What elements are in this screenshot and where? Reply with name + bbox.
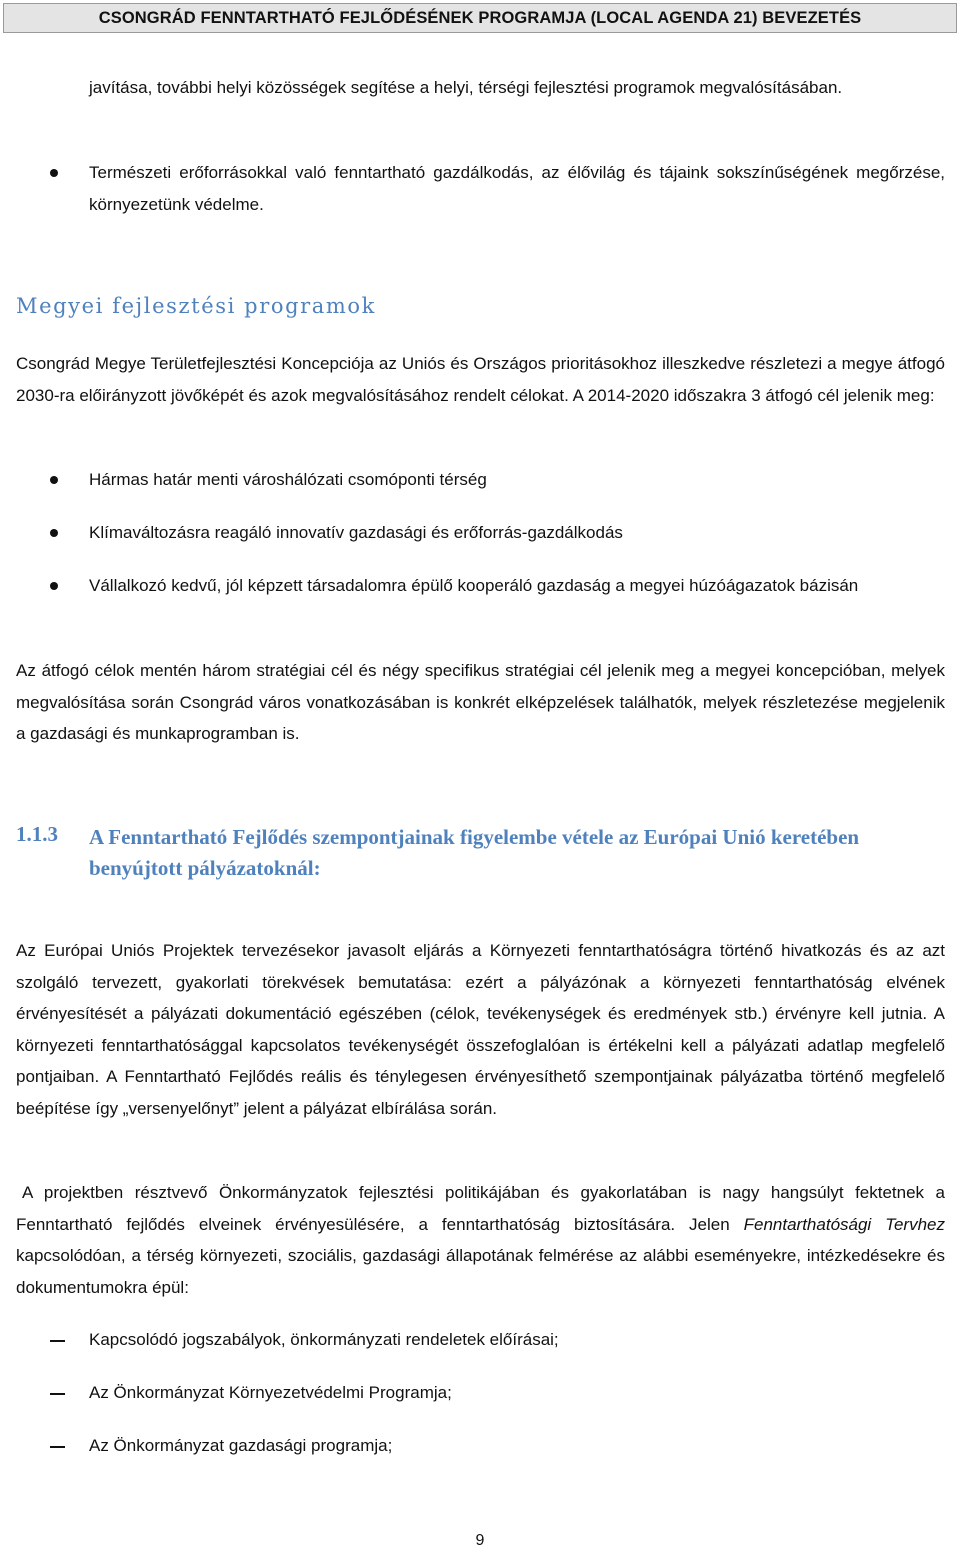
paragraph-text: kapcsolódóan, a térség környezeti, szociális, gazdasági állapotának felmérése az alábbi eseményekre, intézkedésekre és dokumentumokra épül: xyxy=(16,1246,945,1297)
list-item: Az Önkormányzat gazdasági programja; xyxy=(89,1436,393,1455)
running-header xyxy=(3,3,957,33)
dash-bullet-icon xyxy=(50,1393,65,1395)
paragraph-text: A projektben résztvevő Önkormányzatok fejlesztési politikájában és gyakorlatában is nagy hangsúlyt fektetnek a Fenntartható fejlődés elveinek érvényesülésére, a fenntarthatóság biztosítására. Jelen xyxy=(16,1183,945,1234)
goal-item: Klímaváltozásra reagáló innovatív gazdasági és erőforrás-gazdálkodás xyxy=(89,523,623,542)
bullet-icon xyxy=(50,169,58,177)
list-item: Az Önkormányzat Környezetvédelmi Programja; xyxy=(89,1383,452,1402)
goal-item: Hármas határ menti városhálózati csomóponti térség xyxy=(89,470,487,489)
bullet-icon xyxy=(50,476,58,484)
section-number: 1.1.3 xyxy=(16,822,58,846)
continued-bullet-text: javítása, további helyi közösségek segítése a helyi, térségi fejlesztési programok megvalósításában. xyxy=(89,78,843,97)
page-number: 9 xyxy=(475,1532,485,1549)
megyei-summary-paragraph: Az átfogó célok mentén három stratégiai cél és négy specifikus stratégiai cél jelenik meg a megyei koncepcióban, melyek megvalósítása során Csongrád város vonatkozásában is konkrét elképzelések találhatók, melyek részletezése megjelenik a gazdasági és munkaprogramban is. xyxy=(16,661,945,743)
section-title-megyei: Megyei fejlesztési programok xyxy=(16,294,376,318)
section-paragraph-1: Az Európai Uniós Projektek tervezésekor javasolt eljárás a Környezeti fenntarthatóságra történő hivatkozás és az azt szolgáló tervezett, gyakorlati törekvések bemutatása: ezért a pályázónak a környezeti fenntarthatóság elvének érvényesítését a pályázati dokumentáció egészében (célok, tevékenységek és eredmények stb.) érvényre kell jutnia. A környezeti fenntarthatósággal kapcsolatos tevékenységét összefoglalóan is értékelni kell a pályázati adatlap megfelelő pontjaiban. A Fenntartható Fejlődés reális és ténylegesen érvényesíthető szempontjainak pályázatba történő megfelelő beépítése így „versenyelőnyt” jelent a pályázat elbírálása során. xyxy=(16,941,945,1118)
megyei-intro-paragraph: Csongrád Megye Területfejlesztési Koncepciója az Uniós és Országos prioritásokhoz illeszkedve részletezi a megye átfogó 2030-ra előirányzott jövőképét és azok megvalósításához rendelt célokat. A 2014-2020 időszakra 3 átfogó cél jelenik meg: xyxy=(16,354,945,405)
bullet-nature-text: Természeti erőforrásokkal való fenntartható gazdálkodás, az élővilág és tájaink sokszínűségének megőrzése, környezetünk védelme. xyxy=(89,163,945,214)
section-heading: A Fenntartható Fejlődés szempontjainak figyelembe vétele az Európai Unió keretében benyújtott pályázatoknál: xyxy=(89,825,860,880)
header-title: CSONGRÁD FENNTARTHATÓ FEJLŐDÉSÉNEK PROGRAMJA (LOCAL AGENDA 21) BEVEZETÉS xyxy=(98,8,862,27)
bullet-icon xyxy=(50,582,58,590)
dash-bullet-icon xyxy=(50,1446,65,1448)
section-paragraph-2 xyxy=(16,1177,945,1303)
goal-item: Vállalkozó kedvű, jól képzett társadalomra épülő kooperáló gazdaság a megyei húzóágazatok bázisán xyxy=(89,576,859,595)
dash-bullet-icon xyxy=(50,1340,65,1342)
plan-title-italic: Fenntarthatósági Tervhez xyxy=(743,1214,945,1234)
list-item: Kapcsolódó jogszabályok, önkormányzati rendeletek előírásai; xyxy=(89,1330,559,1349)
bullet-icon xyxy=(50,529,58,537)
